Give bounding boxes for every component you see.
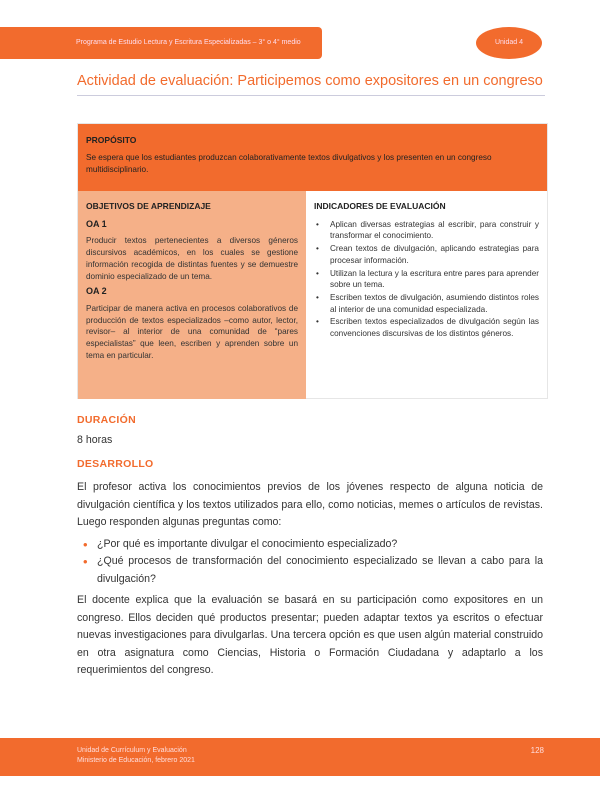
indicator-item: • Escriben textos especializados de divulgación según las convenciones discursivas de los distintos géneros.: [314, 316, 539, 339]
program-name: Programa de Estudio Lectura y Escritura Especializadas – 3° o 4° medio: [76, 39, 301, 46]
footer-unit: Unidad de Currículum y Evaluación: [77, 747, 187, 754]
development-heading: DESARROLLO: [77, 458, 154, 470]
purpose-text: Se espera que los estudiantes produzcan colaborativamente textos divulgativos y los presenten en un congreso multidisciplinario.: [86, 153, 492, 174]
development-intro: El profesor activa los conocimientos previos de los jóvenes respecto de alguna noticia de divulgación científica y los textos utilizados para ello, como noticias, memes o artículos de revistas. Luego responden algunas preguntas como:: [77, 481, 543, 528]
header-bar: [0, 27, 322, 59]
footer-bar: [0, 738, 600, 776]
oa-code: OA 2: [86, 286, 107, 297]
indicator-item: • Utilizan la lectura y la escritura entre pares para aprender sobre un tema.: [314, 268, 539, 291]
duration-heading: DURACIÓN: [77, 414, 136, 426]
development-body: [77, 479, 543, 680]
duration-value: 8 horas: [77, 434, 113, 446]
page-title: Actividad de evaluación: Participemos como expositores en un congreso: [77, 73, 543, 89]
development-closing: El docente explica que la evaluación se basará en su participación como expositores en un congreso. Ellos deciden qué productos presentar; pueden adaptar textos ya escritos o efectuar nuevas investigaciones para divulgarlas. Una tercera opción es que usen algún material construido en otra asignatura como Ciencias, Historia o Formación Ciudadana y adaptarlo a los requerimientos del congreso.: [77, 594, 543, 676]
objectives-heading: OBJETIVOS DE APRENDIZAJE: [86, 201, 211, 211]
oa-code: OA 1: [86, 218, 107, 229]
purpose-section: [78, 124, 547, 191]
oa-text: Participar de manera activa en procesos colaborativos de producción de textos especializados –como autor, lector, revisor– al interior de una comunidad de “pares especialistas” que leen, escriben y aprenden sobre un tema en particular.: [86, 303, 298, 360]
indicator-item: • Aplican diversas estrategias al escribir, para construir y transformar el conocimiento.: [314, 219, 539, 242]
question-item: • ¿Por qué es importante divulgar el conocimiento especializado?: [77, 536, 543, 554]
question-item: • ¿Qué procesos de transformación del conocimiento especializado se llevan a cabo para la divulgación?: [77, 553, 543, 588]
oa-text: Producir textos pertenecientes a diversos géneros discursivos académicos, en los cuales se gestione información recogida de distintas fuentes y se demuestre dominio especializado de un tema.: [86, 236, 298, 281]
indicators-heading: INDICADORES DE EVALUACIÓN: [314, 201, 446, 211]
purpose-heading: PROPÓSITO: [86, 135, 137, 145]
divider: [77, 95, 545, 96]
indicators-section: [306, 191, 547, 399]
page-number: 128: [530, 746, 544, 755]
footer-ministry: Ministerio de Educación, febrero 2021: [77, 757, 195, 764]
indicator-item: • Crean textos de divulgación, aplicando estrategias para procesar información.: [314, 243, 539, 266]
unit-badge: Unidad 4: [476, 27, 542, 59]
objectives-section: [78, 191, 306, 399]
indicator-item: • Escriben textos de divulgación, asumiendo distintos roles al interior de una comunidad especializada.: [314, 292, 539, 315]
activity-table: [77, 123, 548, 399]
